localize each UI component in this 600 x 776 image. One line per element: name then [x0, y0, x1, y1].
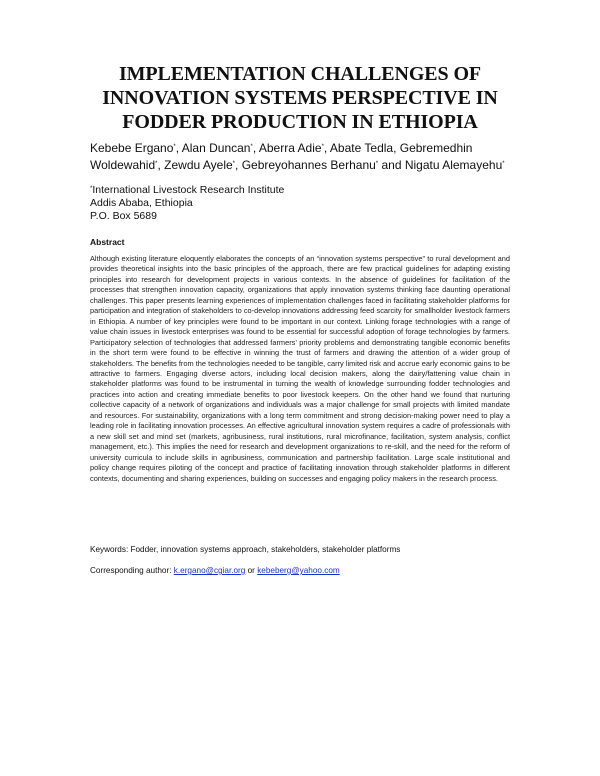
author-separator: ,	[252, 141, 259, 155]
author-line-1	[90, 140, 540, 157]
abstract-heading: Abstract	[90, 237, 125, 247]
author-separator: and	[378, 158, 405, 172]
author-name: Abate Tedla, Gebremedhin	[329, 141, 473, 155]
affiliation	[90, 184, 284, 223]
title-line-1: IMPLEMENTATION CHALLENGES OF	[118, 63, 482, 85]
affiliation-institute	[90, 184, 284, 197]
author-marker: *	[321, 144, 324, 150]
institute-name: International Livestock Research Institute	[92, 184, 285, 196]
abstract-body: Although existing literature eloquently elaborates the concepts of an “innovation systems perspective” to rural development and provides theoretical insights into the basic principles of the approach, there are few practical guidelines for adapting existing principles into research for development projects in various contexts. In the absence of guidelines for facilitation of the processes that strengthen innovation capacity, organizations that apply innovation systems thinking face daunting operational challenges. This paper presents learning experiences of implementation challenges faced in facilitating stakeholder platforms for participation and integration of stakeholders to co-develop innovations addressing feed scarcity for smallholder livestock farmers in Ethiopia. A number of key principles were found to be important in our context. Linking forage technologies with a range of value chain issues in livestock enterprises was found to be essential for successful adoption of forage technologies by farmers. Participatory selection of technologies that addressed farmers’ priority problems and demonstrating tangible economic benefits in the short term were found to be effective in winning the trust of farmers and drawing the attention of a wider group of stakeholders. The benefits from the technologies needed to be tangible, carry limited risk and accrue early economic gains to be attractive to farmers. Engaging diverse actors, including local decision makers, along the dairy/fattening value chain in stakeholder platforms was found to be instrumental in turning the wealth of knowledge surrounding fodder technologies and practices into action and creating immediate benefits to poor livestock keepers. On the other hand we found that nurturing collective capacity of a network of organizations and individuals was a major challenge for small projects with limited mandate and resources. For sustainability, organizations with a long term commitment and strong decision-making power need to play a leading role in facilitating innovation processes. An effective agricultural innovation system requires a cadre of professionals with a new skill set and mind set (markets, agribusiness, rural institutions, rural microfinance, facilitation, system analysis, conflict management, etc.). This implies the need for research and development organizations to re-skill, and the need for the reform of university curricula to include skills in agribusiness, communication and partnership facilitation. Large scale institutional and policy change requires piloting of the concept and practice of facilitating innovation through stakeholder platforms in different contexts, documenting and sharing experiences, building on successes and engaging policy makers in the research process.	[90, 254, 510, 483]
author-separator: ,	[175, 141, 182, 155]
author-list	[90, 140, 540, 174]
email-connector: or	[245, 566, 258, 575]
corresponding-label: Corresponding author:	[90, 566, 172, 575]
affiliation-marker: *	[90, 186, 93, 192]
author-marker: *	[502, 161, 505, 167]
author-name: Gebreyohannes Berhanu	[241, 158, 376, 172]
author-name: Nigatu Alemayehu	[404, 158, 503, 172]
author-marker: *	[232, 161, 236, 167]
title-line-3: FODDER PRODUCTION IN ETHIOPIA	[122, 111, 478, 133]
keywords: Keywords: Fodder, innovation systems approach, stakeholders, stakeholder platforms	[90, 545, 401, 554]
paper-title	[60, 62, 540, 134]
author-separator: ,	[157, 158, 165, 172]
author-name: Zewdu Ayele	[164, 158, 233, 172]
author-name: Woldewahid	[90, 158, 156, 172]
author-marker: *	[375, 161, 379, 167]
author-name: Aberra Adie	[258, 141, 322, 155]
affiliation-city: Addis Ababa, Ethiopia	[90, 197, 193, 209]
author-name: Kebebe Ergano	[90, 141, 174, 155]
title-line-2: INNOVATION SYSTEMS PERSPECTIVE IN	[102, 87, 498, 109]
author-separator: ,	[235, 158, 242, 172]
author-separator: ,	[323, 141, 330, 155]
corresponding-author	[90, 566, 340, 575]
email-link-yahoo[interactable]: kebeberg@yahoo.com	[257, 566, 340, 575]
author-marker: *	[155, 161, 158, 167]
author-marker: *	[173, 144, 176, 150]
email-link-cgiar[interactable]: k.ergano@cgiar.org	[173, 566, 246, 575]
affiliation-box: P.O. Box 5689	[90, 210, 157, 222]
author-line-2	[90, 157, 540, 174]
author-name: Alan Duncan	[181, 141, 251, 155]
author-marker: *	[250, 144, 253, 150]
